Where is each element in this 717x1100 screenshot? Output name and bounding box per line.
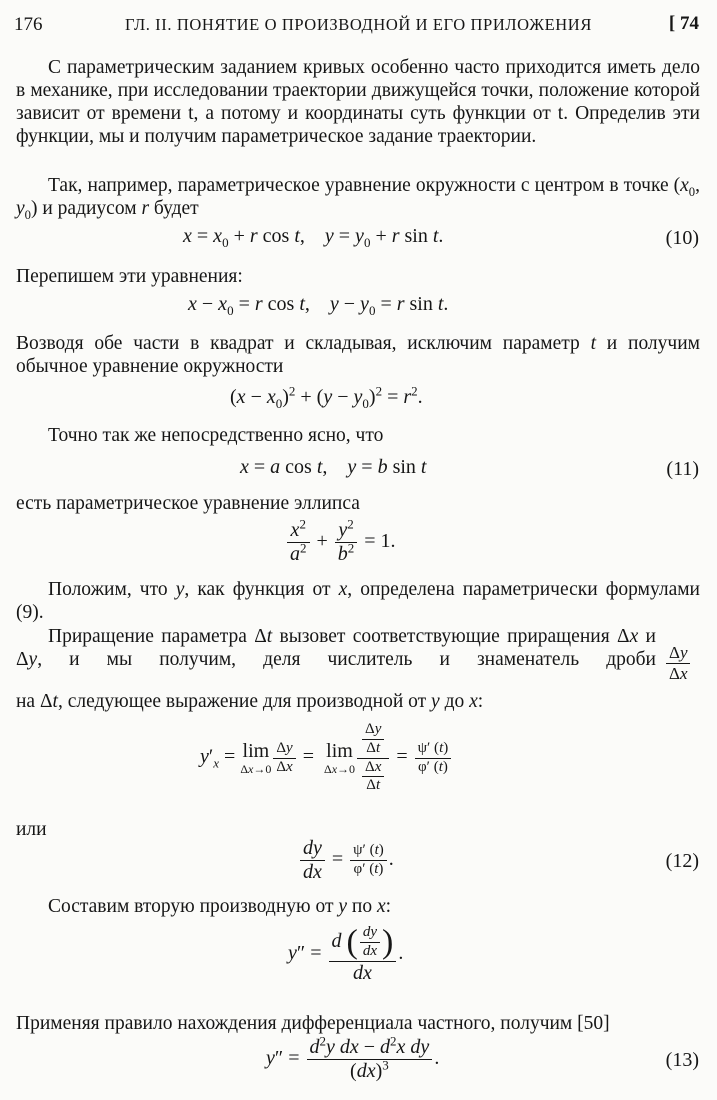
paragraph-10: Составим вторую производную от y по x: [48, 896, 392, 917]
paragraph-8-end: на Δt, следующее выражение для производной от y до x: [16, 691, 484, 712]
paragraph-1: С параметрическим заданием кривых особенно часто приходится иметь дело в механике, при исследовании траектории движущейся точки, положение которой зависит от времени t, а потому и координаты суть функции от t. Определив эти функции, мы и получим параметрическое задание траектории. [16, 57, 700, 147]
equation-number-12: (12) [665, 850, 699, 872]
page-number: 176 [14, 14, 43, 35]
equation-12: $\frac{dy}{dx}$ = $\frac{\psi' (t)}{\varphi' (t)}$ . [298, 838, 394, 883]
paragraph-7: Положим, что y, как функция от x, определена параметрически формулами (9). [16, 579, 700, 623]
chapter-title: ГЛ. II. ПОНЯТИЕ О ПРОИЗВОДНОЙ И ЕГО ПРИЛОЖЕНИЯ [125, 15, 592, 34]
paragraph-3: Перепишем эти уравнения: [16, 266, 243, 287]
page-header [0, 8, 717, 38]
fraction-dy-dx: $\frac{\Delta y}{\Delta x}$ [664, 644, 692, 683]
paragraph-11: Применяя правило нахождения дифференциала частного, получим [50] [16, 1013, 610, 1034]
equation-ellipse: $\frac{x^2}{a^2}$ + $\frac{y^2}{b^2}$ = 1. [285, 520, 396, 565]
equation-11: x = a cos t, y = b sin t [240, 456, 427, 478]
equation-second-derivative: y″ = d ( $\frac{dy}{dx}$ ) dx . [288, 923, 404, 984]
paragraph-4: Возводя обе части в квадрат и складывая, исключим параметр t и получим обычное уравнение окружности [16, 333, 700, 377]
paragraph-2: Так, например, параметрическое уравнение окружности с центром в точке ($x_0$, $y_0$) и радиусом r будет [16, 175, 700, 222]
section-number: [ 74 [668, 13, 699, 34]
paragraph-8: Приращение параметра Δt вызовет соответствующие приращения Δx и Δy, и мы получим, деля числитель и знаменатель дроби [16, 626, 656, 670]
equation-number-13: (13) [665, 1049, 699, 1071]
paragraph-6: есть параметрическое уравнение эллипса [16, 493, 360, 514]
equation-number-10: (10) [665, 227, 699, 249]
equation-13: y″ = $\frac{d^2y dx - d^2x dy}{(dx)^3}$ . [266, 1033, 440, 1082]
paragraph-5: Точно так же непосредственно ясно, что [48, 425, 384, 446]
paragraph-9: или [16, 819, 47, 840]
equation-number-11: (11) [666, 458, 699, 480]
equation-10: $x = x_0 + r$ cos t, $y = y_0 + r$ sin t. [183, 225, 444, 250]
equation-derivative: $y'_x = \lim$ Δx→0 $\frac{\Delta y}{\Delta x}$ = lim Δx→0 $\frac{\frac{\Delta y}{\Delta t}}{\frac{\Delta x}{\Delta t}}$ = $\frac{\psi' (t)}{\varphi' (t)}$ [200, 722, 453, 794]
equation-rewrite: $x - x_0 = r$ cos t, $y - y_0 = r$ sin t. [188, 293, 449, 318]
equation-circle: $(x - x_0)^2 + (y - y_0)^2 = r^2$. [230, 383, 423, 411]
